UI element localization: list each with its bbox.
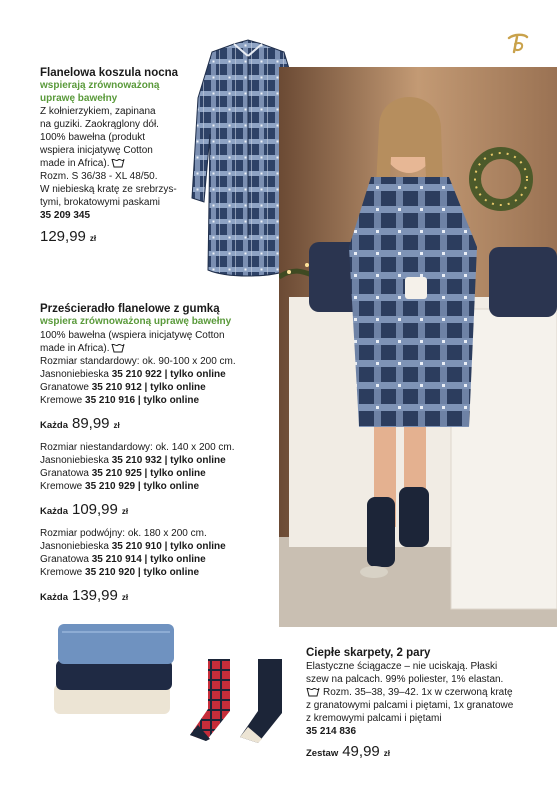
- sheet-size-double: Rozmiar podwójny: ok. 180 x 200 cm.: [40, 527, 207, 539]
- sheet-item: [40, 540, 280, 553]
- socks-desc-2: szew na palcach. 99% poliester, 1% elastan.: [306, 674, 504, 685]
- nightshirt-article: 35 209 345: [40, 210, 91, 221]
- nightshirt-currency: zł: [89, 234, 97, 243]
- color-name: Kremowe: [40, 566, 83, 578]
- color-name: Kremowe: [40, 394, 83, 406]
- article-code: 35 210 916: [85, 394, 136, 406]
- each-label: Każda: [40, 419, 68, 431]
- article-code: 35 210 925: [91, 467, 142, 479]
- nightshirt-desc-1: Z kołnierzykiem, zapinana: [40, 106, 156, 117]
- nightshirt-desc-3: 100% bawełna (produkt: [40, 132, 146, 143]
- sheet-size-standard: Rozmiar standardowy: ok. 90-100 x 200 cm.: [40, 355, 236, 367]
- article-code: 35 210 910: [111, 540, 162, 552]
- color-name: Jasnoniebieska: [40, 540, 109, 552]
- sheet-title: Prześcieradło flanelowe z gumką: [40, 303, 220, 315]
- article-code: 35 210 929: [85, 480, 136, 492]
- wash-icon: [306, 686, 320, 697]
- nightshirt-desc-4: wspiera inicjatywę Cotton: [40, 145, 153, 156]
- socks-currency: zł: [383, 749, 390, 758]
- sheet-material-1: 100% bawełna (wspiera inicjatywę Cotton: [40, 329, 225, 341]
- online-note: | tylko online: [137, 480, 200, 492]
- socks-photo: [186, 655, 290, 747]
- sheet-price-nonstandard: 109,99: [71, 500, 118, 518]
- online-note: | tylko online: [137, 566, 200, 578]
- nightshirt-green-2: uprawę bawełny: [40, 92, 118, 104]
- sheet-price-standard: 89,99: [71, 414, 110, 432]
- currency: zł: [121, 592, 129, 602]
- color-name: Jasnoniebieska: [40, 368, 109, 380]
- color-name: Jasnoniebieska: [40, 454, 109, 466]
- socks-more-1: z granatowymi palcami i piętami, 1x granatowe: [306, 700, 514, 711]
- each-label: Każda: [40, 591, 68, 603]
- nightshirt-section: [40, 66, 190, 246]
- sheet-size-nonstandard: Rozmiar niestandardowy: ok. 140 x 200 cm.: [40, 441, 235, 453]
- nightshirt-color-1: W niebieską kratę ze srebrzys-: [40, 184, 177, 195]
- article-code: 35 210 922: [111, 368, 162, 380]
- article-code: 35 210 932: [111, 454, 162, 466]
- sheet-item: [40, 467, 280, 480]
- nightshirt-desc-5: made in Africa).: [40, 158, 110, 169]
- online-note: | tylko online: [164, 540, 226, 552]
- socks-section: [306, 646, 546, 761]
- sheet-item: [40, 454, 280, 467]
- sheet-item: [40, 480, 280, 493]
- lifestyle-photo: [279, 67, 557, 627]
- article-code: 35 210 920: [85, 566, 136, 578]
- sheet-price-double: 139,99: [71, 586, 118, 604]
- nightshirt-desc-2: na guziki. Zaokrąglony dół.: [40, 119, 159, 130]
- color-name: Granatowa: [40, 467, 89, 479]
- socks-desc-1: Elastyczne ściągacze – nie uciskają. Płaski: [306, 661, 498, 672]
- sheet-item: [40, 394, 280, 407]
- article-code: 35 210 912: [91, 381, 142, 393]
- color-name: Granatowa: [40, 553, 89, 565]
- color-name: Granatowe: [40, 381, 89, 393]
- tchibo-logo-icon: [504, 30, 530, 56]
- socks-article: 35 214 836: [306, 726, 357, 737]
- online-note: | tylko online: [144, 381, 206, 393]
- online-note: | tylko online: [164, 454, 226, 466]
- online-note: | tylko online: [137, 394, 200, 406]
- sheet-item: [40, 381, 280, 394]
- wash-icon: [111, 342, 125, 353]
- sheet-item: [40, 368, 280, 381]
- socks-price: 49,99: [342, 743, 380, 760]
- sheet-material-2: made in Africa).: [40, 342, 110, 354]
- online-note: | tylko online: [164, 368, 226, 380]
- each-label: Każda: [40, 505, 68, 517]
- sheet-green: wspiera zrównoważoną uprawę bawełny: [40, 316, 232, 327]
- nightshirt-color-2: tymi, brokatowymi paskami: [40, 197, 161, 208]
- sheet-section: [40, 302, 280, 605]
- socks-more-2: z kremowymi palcami i piętami: [306, 713, 442, 724]
- currency: zł: [113, 420, 120, 430]
- currency: zł: [121, 506, 129, 516]
- article-code: 35 210 914: [91, 553, 142, 565]
- color-name: Kremowe: [40, 480, 83, 492]
- nightshirt-title: Flanelowa koszula nocna: [40, 67, 179, 79]
- nightshirt-size: Rozm. S 36/38 - XL 48/50.: [40, 171, 158, 182]
- online-note: | tylko online: [144, 467, 206, 479]
- sheet-item: [40, 553, 280, 566]
- nightshirt-price: 129,99: [40, 228, 86, 245]
- socks-size: Rozm. 35–38, 39–42. 1x w czerwoną kratę: [323, 687, 513, 698]
- socks-title: Ciepłe skarpety, 2 pary: [306, 647, 431, 659]
- online-note: | tylko online: [144, 553, 206, 565]
- nightshirt-green-1: wspierają zrównoważoną: [40, 80, 160, 91]
- sheets-photo: [52, 618, 180, 718]
- set-label: Zestaw: [306, 748, 339, 759]
- sheet-item: [40, 566, 280, 579]
- wash-icon: [111, 157, 125, 168]
